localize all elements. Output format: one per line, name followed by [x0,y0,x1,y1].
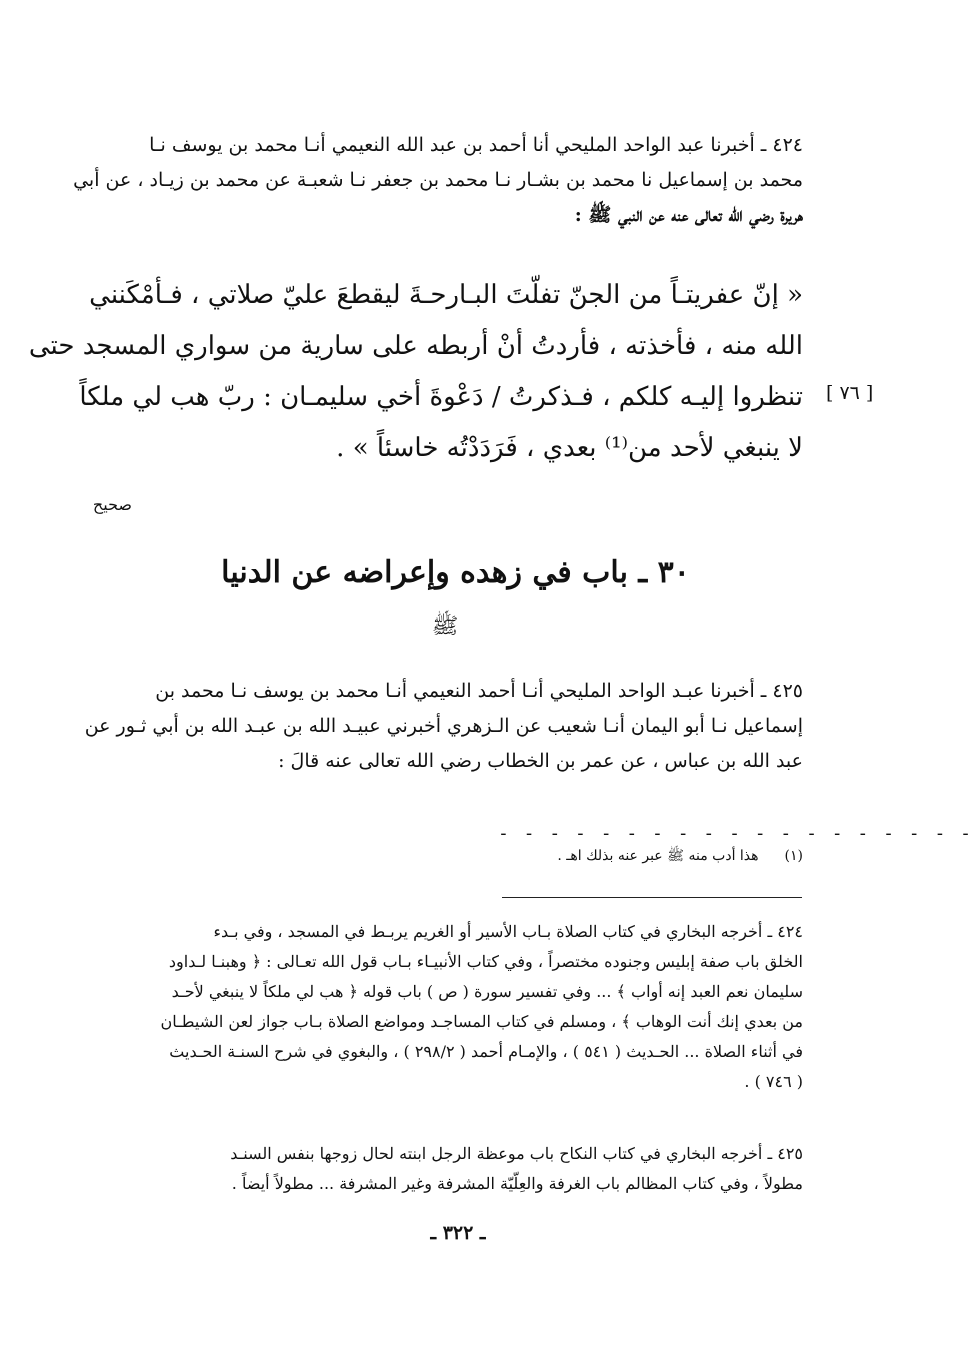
takhrij-line: مطولاً ، وفي كتاب المظالم باب الغرفة والعِلّيّة المشرفة وغير المشرفة ... مطولاً أيضاً . [231,1174,803,1193]
margin-manuscript-ref: [ ٧٦ ] [826,382,874,404]
isnad-line: هريرة رضي الله تعالى عنه عن النبي ﷺ : [574,204,803,226]
takhrij-line: في أثناء الصلاة ... الحـديث ( ٥٤١ ) ، والإمـام أحمد ( ٢٩٨/٢ ) ، والبغوي في شرح السنـة الحـديث [169,1042,803,1061]
takhrij-line: من بعدي إنك أنت الوهاب ﴾ ، ومسلم في كتاب المساجـد ومواضع الصلاة بـاب جواز لعن الشيطـان [160,1012,803,1031]
hadith-text-line: الله منه ، فأخذته ، فأردتُ أنْ أربطه على سارية من سواري المسجد حتى [28,331,803,361]
hadith-text-line: تنظروا إليـه كلكم ، فـذكرتُ / دَعْوةَ أخي سليمـان : ربّ هب لي ملكاً [79,382,803,412]
isnad-line: محمد بن إسماعيل نا محمد بن بشـار نـا محمد بن جعفر نـا شعبـة عن محمد بن زيـاد ، عن أبي [73,169,803,191]
hadith-text-line: « إنّ عفريتـاً من الجنّ تفلّتَ البـارحـةَ ليقطعَ عليّ صلاتي ، فـأمْكَنني [89,280,803,310]
takhrij-424 [108,917,803,1097]
isnad-line: ٤٢٤ ـ أخبرنا عبد الواحد المليحي أنا أحمد بن عبد الله النعيمي أنـا محمد بن يوسف نـا [149,134,803,156]
hadith-424-text [28,270,803,474]
footnote-number: (١) [784,848,803,864]
takhrij-line: سليمان نعم العبد إنه أواب ﴾ ... وفي تفسير سورة ( ص ) باب قوله ﴿ هب لي ملكاً لا ينبغي لأحـد [171,982,803,1001]
dashed-separator: - - - - - - - - - - - - - - - - - - - [498,823,973,844]
footnote [108,847,803,867]
hadith-text-line: لا ينبغي لأحد من⁽¹⁾ بعدي ، فَرَدَدْتُه خاسئاً » . [336,433,803,463]
isnad-line: عبد الله بن عباس ، عن عمر بن الخطاب رضي الله تعالى عنه قالَ : [278,750,803,772]
takhrij-line: ٤٢٤ ـ أخرجه البخاري في كتاب الصلاة بـاب الأسير أو الغريم يربـط في المسجد ، وفي بـدء [213,922,803,941]
salutation-glyph: ﷺ [431,614,459,639]
takhrij-line: الخلق باب صفة إبليس وجنوده مختصراً ، وفي كتاب الأنبيـاء بـاب قول الله تعـالى : ﴿ وهبنـا لـداود [168,952,803,971]
takhrij-425 [108,1139,803,1199]
chapter-title: ٣٠ ـ باب في زهده وإعراضه عن الدنيا [221,555,690,590]
takhrij-line: ٤٢٥ ـ أخرجه البخاري في كتاب النكاح باب موعظة الرجل ابنته لحال زوجها بنفس السنـد [230,1144,803,1163]
footnote-rule [502,897,802,898]
footnote-text: هذا أدب منه ﷺ عبر عنه بذلك اهـ . [557,848,759,864]
takhrij-line: ( ٧٤٦ ) . [744,1072,803,1091]
hadith-grade: صحيح [92,495,132,514]
isnad-line: إسماعيل نـا أبو اليمان أنـا شعيب عن الـزهري أخبرني عبيـد الله بن عبـد الله بن أبي ثـور عن [84,715,803,737]
hadith-424-isnad [73,128,803,233]
isnad-line: ٤٢٥ ـ أخبرنا عبـد الواحد المليحي أنـا أحمد النعيمي أنـا محمد بن يوسف نـا محمد بن [155,680,803,702]
hadith-425-isnad [84,674,803,779]
page-number: ـ ٣٢٢ ـ [430,1222,486,1244]
